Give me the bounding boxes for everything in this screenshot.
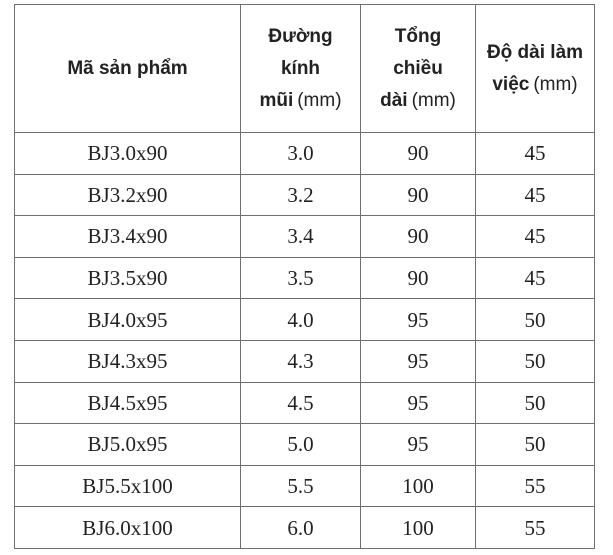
- header-working-length: Độ dài làm việc (mm): [476, 5, 595, 133]
- cell-working-length: 50: [476, 299, 595, 341]
- cell-working-length: 50: [476, 340, 595, 382]
- header-label: Mã sản phẩm: [67, 57, 188, 79]
- cell-total-length: 95: [361, 340, 476, 382]
- table-row: [15, 257, 595, 299]
- cell-working-length: 55: [476, 465, 595, 507]
- table-row: [15, 340, 595, 382]
- cell-working-length: 45: [476, 257, 595, 299]
- header-tip-diameter: Đường kính mũi (mm): [241, 5, 361, 133]
- cell-total-length: 90: [361, 174, 476, 216]
- cell-tip-diameter: 4.3: [241, 340, 361, 382]
- cell-tip-diameter: 3.0: [241, 133, 361, 175]
- cell-total-length: 95: [361, 382, 476, 424]
- cell-tip-diameter: 3.2: [241, 174, 361, 216]
- cell-total-length: 90: [361, 216, 476, 258]
- cell-product-code: BJ5.5x100: [15, 465, 241, 507]
- cell-product-code: BJ4.0x95: [15, 299, 241, 341]
- cell-working-length: 45: [476, 133, 595, 175]
- header-unit: (mm): [411, 89, 456, 111]
- cell-product-code: BJ3.5x90: [15, 257, 241, 299]
- cell-product-code: BJ4.3x95: [15, 340, 241, 382]
- table-row: [15, 216, 595, 258]
- cell-product-code: BJ3.2x90: [15, 174, 241, 216]
- cell-total-length: 90: [361, 133, 476, 175]
- header-unit: (mm): [533, 73, 578, 95]
- cell-total-length: 95: [361, 424, 476, 466]
- table-row: [15, 174, 595, 216]
- cell-working-length: 55: [476, 507, 595, 549]
- table-row: [15, 299, 595, 341]
- cell-working-length: 50: [476, 424, 595, 466]
- cell-tip-diameter: 5.0: [241, 424, 361, 466]
- table-body: [15, 133, 595, 549]
- cell-total-length: 95: [361, 299, 476, 341]
- cell-product-code: BJ5.0x95: [15, 424, 241, 466]
- header-total-length: Tổng chiều dài (mm): [361, 5, 476, 133]
- cell-total-length: 100: [361, 507, 476, 549]
- table-header-row: [15, 5, 595, 133]
- cell-tip-diameter: 5.5: [241, 465, 361, 507]
- cell-total-length: 90: [361, 257, 476, 299]
- cell-working-length: 45: [476, 216, 595, 258]
- cell-product-code: BJ4.5x95: [15, 382, 241, 424]
- header-unit: (mm): [297, 89, 342, 111]
- cell-working-length: 50: [476, 382, 595, 424]
- product-spec-table: [14, 4, 595, 549]
- cell-working-length: 45: [476, 174, 595, 216]
- cell-tip-diameter: 6.0: [241, 507, 361, 549]
- table-row: [15, 382, 595, 424]
- header-product-code: [15, 5, 241, 133]
- cell-tip-diameter: 4.5: [241, 382, 361, 424]
- table-row: [15, 424, 595, 466]
- cell-product-code: BJ6.0x100: [15, 507, 241, 549]
- cell-product-code: BJ3.4x90: [15, 216, 241, 258]
- cell-tip-diameter: 3.4: [241, 216, 361, 258]
- cell-tip-diameter: 3.5: [241, 257, 361, 299]
- cell-product-code: BJ3.0x90: [15, 133, 241, 175]
- cell-total-length: 100: [361, 465, 476, 507]
- cell-tip-diameter: 4.0: [241, 299, 361, 341]
- table-row: [15, 133, 595, 175]
- table-row: [15, 465, 595, 507]
- table-row: [15, 507, 595, 549]
